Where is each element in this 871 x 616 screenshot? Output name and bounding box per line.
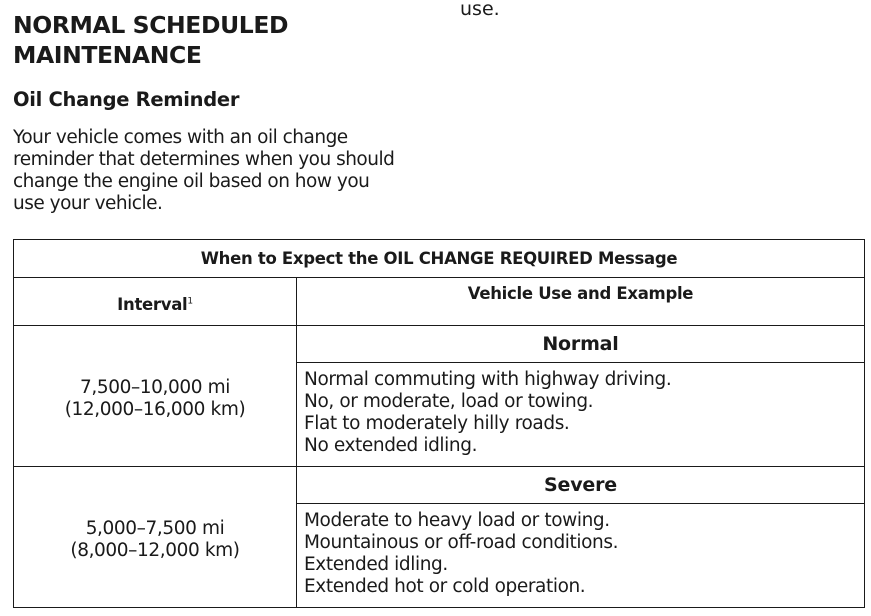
section-heading [13,10,443,70]
normal-category-label: Normal [297,326,865,363]
normal-examples-cell [297,363,865,467]
severe-examples-cell [297,504,865,608]
oil-change-intro-paragraph [13,127,433,215]
intro-line: change the engine oil based on how you [13,171,370,192]
table-header-row [14,278,865,326]
intro-line: use your vehicle. [13,193,163,214]
intro-line: Your vehicle comes with an oil change [13,127,348,148]
table-row [14,467,865,504]
section-heading-line2: MAINTENANCE [13,41,202,69]
table-title: When to Expect the OIL CHANGE REQUIRED Message [14,240,865,278]
intro-line: reminder that determines when you should [13,149,395,170]
interval-miles: 7,500–10,000 mi [80,377,230,398]
example-line: Mountainous or off-road conditions. [304,532,619,553]
table-title-row [14,240,865,278]
example-line: Flat to moderately hilly roads. [304,413,570,434]
section-heading-line1: NORMAL SCHEDULED [13,11,289,39]
normal-interval-cell [14,326,297,467]
severe-category-label: Severe [297,467,865,504]
interval-column-header [14,278,297,326]
interval-miles: 5,000–7,500 mi [85,518,225,539]
table-row [14,326,865,363]
interval-kilometers: (12,000–16,000 km) [64,399,246,420]
interval-footnote-marker: 1 [187,296,193,307]
severe-interval-cell [14,467,297,608]
interval-kilometers: (8,000–12,000 km) [70,540,240,561]
example-line: No extended idling. [304,435,478,456]
example-line: Normal commuting with highway driving. [304,369,672,390]
example-line: Extended hot or cold operation. [304,576,586,597]
oil-change-reminder-heading: Oil Change Reminder [13,88,240,111]
vehicle-use-column-header: Vehicle Use and Example [297,278,865,326]
interval-header-label: Interval [117,295,188,314]
example-line: Extended idling. [304,554,448,575]
example-line: No, or moderate, load or towing. [304,391,594,412]
oil-change-table [13,239,865,608]
example-line: Moderate to heavy load or towing. [304,510,610,531]
right-column-text-fragment: use. [460,0,500,20]
